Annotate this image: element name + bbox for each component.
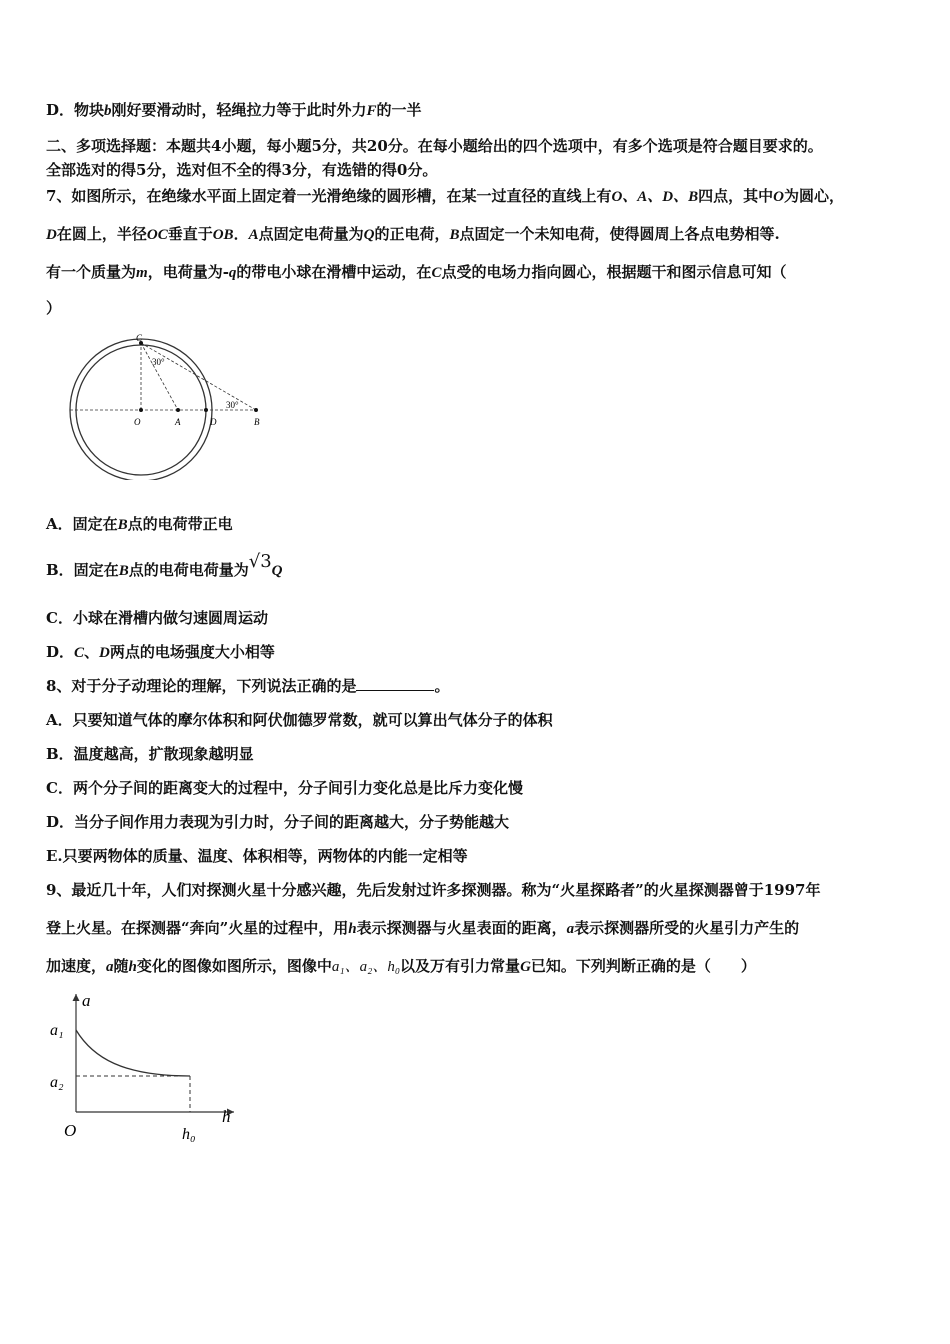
point-d [204,408,208,412]
q8-option-e: E.只要两物体的质量、温度、体积相等，两物体的内能一定相等 [46,847,468,865]
sqrt-3: √3 [248,551,272,572]
y-axis-label: a [82,991,91,1010]
point-o [139,408,143,412]
q8-option-d: D．当分子间作用力表现为引力时，分子间的距离越大，分子势能越大 [46,813,510,831]
q7-option-c: C．小球在滑槽内做匀速圆周运动 [46,609,268,627]
point-b [254,408,258,412]
label-angle-top: 30° [152,357,165,367]
answer-blank[interactable] [356,676,434,691]
q7-stem-line4: ） [46,299,62,317]
origin-label: O [64,1121,77,1140]
label-b: B [254,417,260,427]
h0-label: h₀ [182,1126,196,1143]
q9-stem-line3: 加速度，a随h变化的图像如图所示，图像中a₁、a₂、h₀以及万有引力常量G已知。下列判断正确的是（ ） [46,957,756,975]
q9-graph [48,986,248,1146]
q7-circle-figure [64,330,274,480]
label-c: C [136,333,143,343]
q9-stem-line2: 登上火星。在探测器“奔向”火星的过程中，用h表示探测器与火星表面的距离，a表示探测器所受的火星引力产生的 [46,919,800,937]
section2-heading-line1: 二、多项选择题：本题共4小题，每小题5分，共20分。在每小题给出的四个选项中，有多个选项是符合题目要求的。 [46,137,823,155]
line-cb [141,343,256,410]
label-a: A [175,417,181,427]
q8-stem: 8、对于分子动理论的理解，下列说法正确的是 。 [46,677,450,695]
q7-stem-line2: D在圆上，半径OC垂直于OB．A点固定电荷量为Q的正电荷，B点固定一个未知电荷，使得圆周上各点电势相等. [46,225,780,243]
label-o: O [134,417,141,427]
label-d: D [210,417,217,427]
a1-label: a₁ [50,1022,64,1039]
a-vs-h-curve [76,1030,190,1076]
q9-stem-line1: 9、最近几十年，人们对探测火星十分感兴趣，先后发射过许多探测器。称为“火星探路者”的火星探测器曾于1997年 [46,881,821,899]
q7-option-d: D．C、D两点的电场强度大小相等 [46,643,275,661]
q8-option-a: A．只要知道气体的摩尔体积和阿伏伽德罗常数，就可以算出气体分子的体积 [46,711,553,729]
section2-heading-line2: 全部选对的得5分，选对但不全的得3分，有选错的得0分。 [46,161,438,179]
q8-option-c: C．两个分子间的距离变大的过程中，分子间引力变化总是比斥力变化慢 [46,779,523,797]
q7-stem-line3: 有一个质量为m，电荷量为-q的带电小球在滑槽中运动，在C点受的电场力指向圆心，根据题干和图示信息可知（ [46,263,787,281]
x-axis-label: h [222,1107,231,1126]
q7-option-b: B．固定在B点的电荷电荷量为√3Q [46,551,283,579]
label-angle-right: 30° [226,400,239,410]
a2-label: a₂ [50,1074,64,1091]
q7-stem-line1: 7、如图所示，在绝缘水平面上固定着一光滑绝缘的圆形槽，在某一过直径的直线上有O、A、D、B四点，其中O为圆心， [46,187,845,205]
point-a [176,408,180,412]
q7-option-a: A．固定在B点的电荷带正电 [46,515,233,533]
q6-option-d: D．物块b刚好要滑动时，轻绳拉力等于此时外力F的一半 [46,101,422,119]
q8-option-b: B．温度越高，扩散现象越明显 [46,745,254,763]
